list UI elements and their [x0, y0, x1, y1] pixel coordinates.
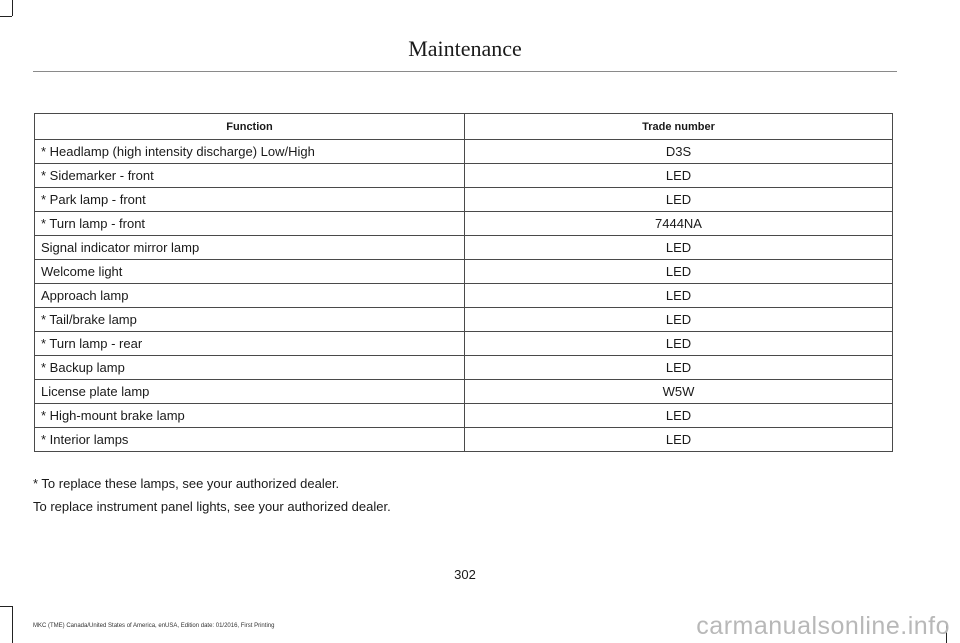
- instrument-panel-note: To replace instrument panel lights, see your authorized dealer.: [33, 499, 391, 514]
- table-row: [35, 356, 893, 380]
- header-divider: [33, 71, 897, 72]
- page-number: 302: [454, 567, 476, 582]
- function-cell: License plate lamp: [35, 380, 465, 404]
- asterisk-note: * To replace these lamps, see your authorized dealer.: [33, 476, 340, 491]
- table-row: [35, 188, 893, 212]
- trade-number-cell: LED: [465, 332, 893, 356]
- table-row: [35, 140, 893, 164]
- trade-number-cell: LED: [465, 188, 893, 212]
- page-title: Maintenance: [408, 36, 522, 61]
- table-row: [35, 308, 893, 332]
- function-cell: * Interior lamps: [35, 428, 465, 452]
- trade-number-cell: LED: [465, 236, 893, 260]
- table-row: [35, 428, 893, 452]
- function-cell: * Turn lamp - front: [35, 212, 465, 236]
- function-cell: Approach lamp: [35, 284, 465, 308]
- table-row: [35, 236, 893, 260]
- function-cell: * Park lamp - front: [35, 188, 465, 212]
- crop-mark-bottom-left-vertical: [12, 606, 13, 643]
- trade-number-cell: D3S: [465, 140, 893, 164]
- function-cell: * Headlamp (high intensity discharge) Low/High: [35, 140, 465, 164]
- crop-mark-top-left-horizontal: [0, 16, 12, 17]
- column-header-function: Function: [35, 114, 465, 140]
- trade-number-cell: LED: [465, 164, 893, 188]
- function-cell: Welcome light: [35, 260, 465, 284]
- table-row: [35, 164, 893, 188]
- edition-footer: MKC (TME) Canada/United States of America, enUSA, Edition date: 01/2016, First Printing: [33, 623, 275, 629]
- trade-number-cell: LED: [465, 284, 893, 308]
- trade-number-cell: LED: [465, 404, 893, 428]
- trade-number-cell: LED: [465, 428, 893, 452]
- table-row: [35, 284, 893, 308]
- trade-number-cell: 7444NA: [465, 212, 893, 236]
- trade-number-cell: LED: [465, 260, 893, 284]
- watermark: carmanualsonline.info: [696, 612, 950, 640]
- bulb-specification-table: [34, 113, 893, 452]
- table-row: [35, 212, 893, 236]
- trade-number-cell: LED: [465, 308, 893, 332]
- trade-number-cell: W5W: [465, 380, 893, 404]
- function-cell: Signal indicator mirror lamp: [35, 236, 465, 260]
- table-row: [35, 380, 893, 404]
- function-cell: * Turn lamp - rear: [35, 332, 465, 356]
- column-header-trade-number: Trade number: [465, 114, 893, 140]
- table-row: [35, 404, 893, 428]
- function-cell: * High-mount brake lamp: [35, 404, 465, 428]
- crop-mark-top-left-vertical: [12, 0, 13, 16]
- function-cell: * Sidemarker - front: [35, 164, 465, 188]
- function-cell: * Backup lamp: [35, 356, 465, 380]
- crop-mark-bottom-left-horizontal: [0, 606, 12, 607]
- table-row: [35, 332, 893, 356]
- table-row: [35, 260, 893, 284]
- function-cell: * Tail/brake lamp: [35, 308, 465, 332]
- table-header-row: [35, 114, 893, 140]
- trade-number-cell: LED: [465, 356, 893, 380]
